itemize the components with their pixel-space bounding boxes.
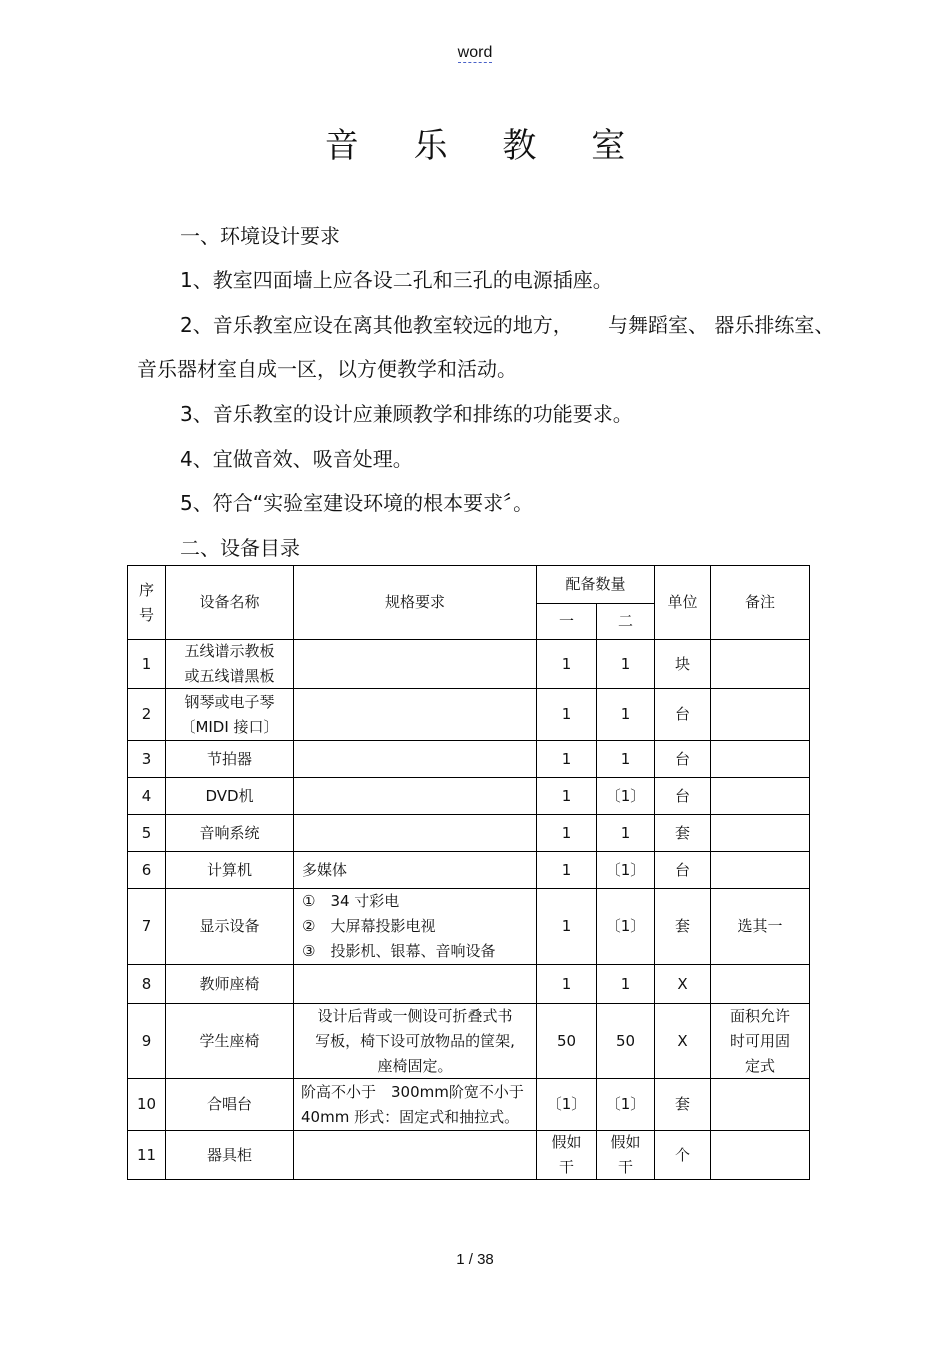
header-seq-line-2: 号 [138,605,154,624]
row-10-qty-b: 〔1〕 [605,1095,646,1113]
row-10-spec-line-1: 阶高不小于 300mm阶宽不小于 [301,1082,524,1101]
requirement-4: 4、宜做音效、吸音处理。 [180,447,413,471]
row-10-spec-line-2: 40mm 形式：固定式和抽拉式。 [301,1107,520,1126]
row-7-spec [302,889,534,964]
row-10-qty-a: 〔1〕 [546,1095,587,1113]
row-5-qty-b: 1 [620,823,631,842]
row-2-qty-a: 1 [561,705,572,723]
header-seq-line-1: 序 [138,580,154,599]
row-8-qty-a: 1 [561,974,572,993]
row-3-no: 3 [141,749,152,768]
row-10-name: 合唱台 [206,1095,252,1113]
row-11-qty-b-line-1: 假如 [610,1133,641,1151]
row-9-note [711,1004,809,1078]
row-9-spec-line-3: 座椅固定。 [377,1056,453,1075]
requirement-2c: 音乐器材室自成一区，以方便教学和活动。 [137,357,517,381]
header-unit: 单位 [667,593,698,611]
row-11-qty-a-line-1: 假如 [551,1133,582,1151]
header-spec: 规格要求 [384,593,445,611]
row-6-spec: 多媒体 [302,860,348,879]
row-4-qty-a: 1 [561,786,572,805]
row-2-name [166,689,293,740]
row-6-qty-b: 〔1〕 [605,860,646,879]
row-9-unit: X [677,1031,688,1050]
row-5-qty-a: 1 [561,823,572,842]
page-number: 1 / 38 [456,1251,494,1268]
row-4-qty-b: 〔1〕 [605,786,646,805]
row-1-unit: 块 [674,654,690,673]
row-5-unit: 套 [674,823,690,842]
row-3-qty-b: 1 [620,749,631,768]
row-8-no: 8 [141,974,152,993]
row-5-no: 5 [141,823,152,842]
row-8-qty-b: 1 [620,974,631,993]
row-7-spec-line-2: ② 大屏幕投影电视 [302,917,436,935]
row-6-unit: 台 [674,860,690,879]
row-7-spec-line-1: ① 34 寸彩电 [302,892,400,910]
row-9-no: 9 [141,1031,152,1050]
row-11-qty-b [597,1131,654,1179]
page-title: 音 乐 教 室 [324,126,648,166]
row-8-name: 教师座椅 [199,974,260,993]
row-1-qty-a: 1 [561,654,572,673]
header-qty: 配备数量 [565,575,626,593]
row-7-qty-a: 1 [561,917,572,935]
row-3-qty-a: 1 [561,749,572,768]
row-2-name-line-2: 〔MIDI 接口〕 [180,717,279,736]
row-11-name: 器具柜 [206,1145,252,1164]
row-11-qty-a [537,1131,596,1179]
requirement-1: 1、教室四面墙上应各设二孔和三孔的电源插座。 [180,268,613,292]
header-qty-b: 二 [617,612,633,630]
row-2-no: 2 [141,705,152,723]
row-1-name-line-2: 或五线谱黑板 [184,667,275,685]
header-seq [128,566,165,639]
row-7-note: 选其一 [737,917,783,935]
row-6-no: 6 [141,860,152,879]
header-name: 设备名称 [199,593,260,611]
row-7-spec-line-3: ③ 投影机、银幕、音响设备 [302,942,496,960]
requirement-2b: 与舞蹈室、 器乐排练室、 [608,313,835,337]
row-9-note-line-1: 面积允许 [729,1006,790,1025]
row-4-name: DVD机 [205,786,254,805]
header-word-label: word [457,44,493,61]
row-1-no: 1 [141,654,152,673]
row-10-no: 10 [136,1095,157,1113]
row-5-name: 音响系统 [199,823,260,842]
row-10-unit: 套 [674,1095,690,1113]
row-6-qty-a: 1 [561,860,572,879]
row-1-qty-b: 1 [620,654,631,673]
requirement-5: 5、符合“实验室建设环境的根本要求〞。 [180,491,534,515]
row-4-no: 4 [141,786,152,805]
header-qty-a: 一 [558,612,574,630]
row-9-spec-line-1: 设计后背或一侧设可折叠式书 [317,1006,513,1025]
requirement-2a: 2、音乐教室应设在离其他教室较远的地方， [180,313,573,337]
row-3-unit: 台 [674,749,690,768]
row-9-note-line-3: 定式 [744,1056,775,1075]
row-7-name: 显示设备 [199,917,260,935]
row-7-unit: 套 [674,917,690,935]
row-8-unit: X [677,974,688,993]
row-11-qty-b-line-2: 干 [617,1158,633,1176]
row-2-name-line-1: 钢琴或电子琴 [184,692,275,711]
row-1-name-line-1: 五线谱示教板 [184,642,275,660]
section-heading-equipment: 二、设备目录 [180,536,300,560]
row-7-no: 7 [141,917,152,935]
row-10-spec [301,1079,534,1130]
requirement-3: 3、音乐教室的设计应兼顾教学和排练的功能要求。 [180,402,633,426]
row-3-name: 节拍器 [206,749,252,768]
row-2-unit: 台 [674,705,690,723]
row-9-note-line-2: 时可用固 [729,1031,790,1050]
section-heading-environment: 一、环境设计要求 [180,224,340,248]
row-9-spec-line-2: 写板，椅下设可放物品的筐架, [315,1031,515,1050]
row-4-unit: 台 [674,786,690,805]
row-7-qty-b: 〔1〕 [605,917,646,935]
row-6-name: 计算机 [206,860,252,879]
row-9-spec [294,1004,536,1078]
row-2-qty-b: 1 [620,705,631,723]
row-9-name: 学生座椅 [199,1031,260,1050]
row-11-unit: 个 [674,1145,690,1164]
header-note: 备注 [744,593,775,611]
row-11-no: 11 [136,1145,157,1164]
row-9-qty-a: 50 [556,1031,577,1050]
row-9-qty-b: 50 [615,1031,636,1050]
row-1-name [166,640,293,688]
row-11-qty-a-line-2: 干 [558,1158,574,1176]
